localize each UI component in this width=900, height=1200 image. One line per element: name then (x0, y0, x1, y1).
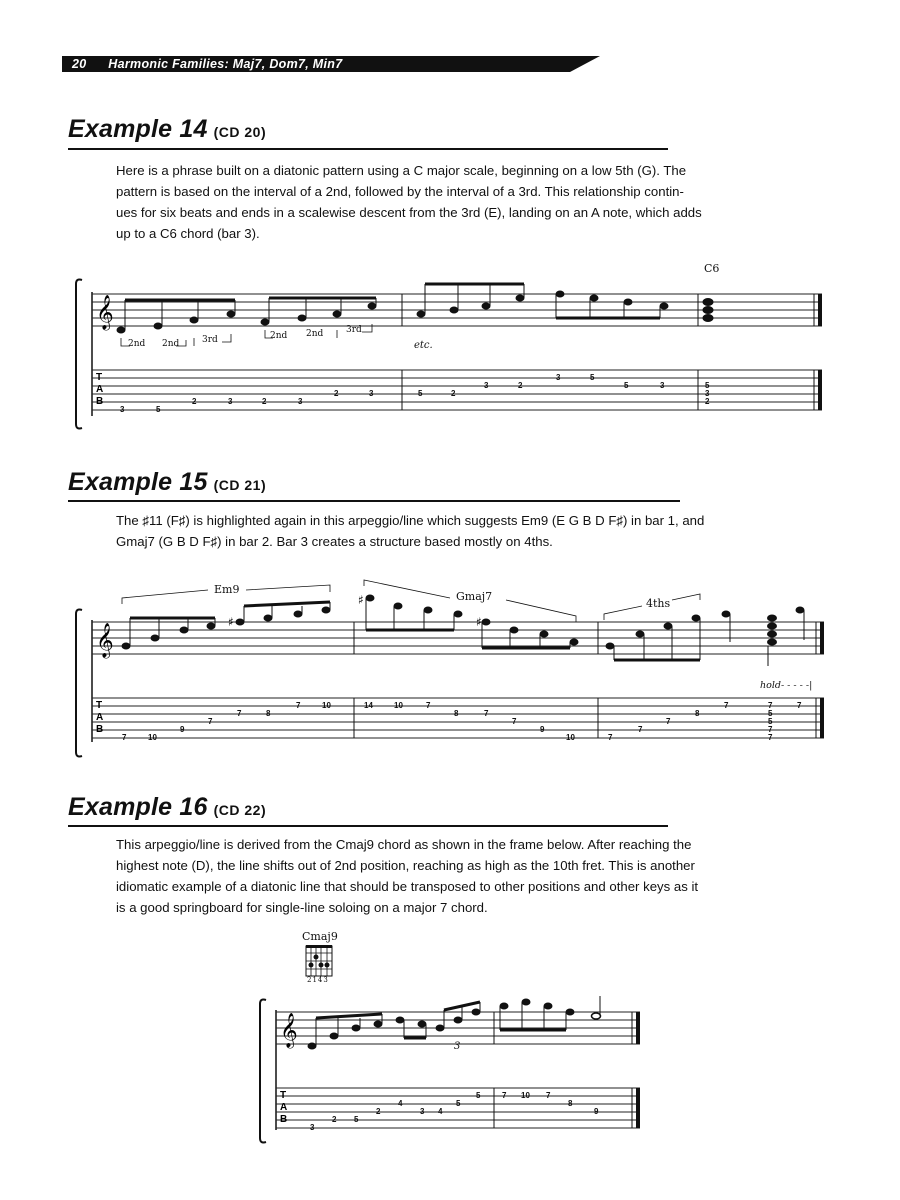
tab-number: 5 (768, 709, 773, 718)
example-16-rule (68, 825, 668, 827)
tab-number: 7 (122, 733, 127, 742)
tab-number: 9 (540, 725, 545, 734)
interval-label: 3rd (346, 325, 362, 335)
example-14-title: Example 14 (68, 115, 208, 143)
text-line: The ♯11 (F♯) is highlighted again in this arpeggio/line which suggests Em9 (E G B D F♯) in bar 1, and (116, 513, 705, 528)
interval-label: 2nd (306, 329, 324, 339)
text-line: pattern is based on the interval of a 2nd, followed by the interval of a 3rd. This relationship contin- (116, 184, 684, 199)
chord-frame-fingering: 2143 (307, 976, 329, 984)
tab-number: 5 (705, 381, 710, 390)
example-15-heading (68, 468, 266, 497)
tab-number: 7 (768, 733, 773, 742)
text-line: is a good springboard for single-line soloing on a major 7 chord. (116, 900, 488, 915)
chord-symbol-em9: Em9 (214, 583, 240, 596)
tab-number: 7 (426, 701, 431, 710)
text-line: ues for six beats and ends in a scalewise descent from the 3rd (E), landing on an A note, which adds (116, 205, 702, 220)
interval-label: 2nd (162, 339, 180, 349)
page-header (72, 56, 342, 72)
tab-number: 2 (518, 381, 523, 390)
tab-number: 3 (420, 1107, 425, 1116)
svg-text:♯: ♯ (358, 593, 364, 607)
etc-label: etc. (414, 340, 433, 351)
tab-number: 9 (594, 1107, 599, 1116)
chord-frame-name: Cmaj9 (302, 930, 338, 943)
example-14-rule (68, 148, 668, 150)
tab-number: 7 (608, 733, 613, 742)
tab-number: 2 (332, 1115, 337, 1124)
svg-text:A: A (96, 384, 104, 395)
tab-number: 5 (418, 389, 423, 398)
tab-number: 7 (546, 1091, 551, 1100)
tab-number: 8 (454, 709, 459, 718)
tab-number: 8 (568, 1099, 573, 1108)
example-14-chord-symbol: C6 (704, 262, 720, 275)
hold-label: hold- - - - -| (760, 680, 813, 691)
example-14-text (116, 160, 796, 244)
text-line: up to a C6 chord (bar 3). (116, 226, 260, 241)
svg-text:A: A (280, 1102, 288, 1113)
example-16-heading (68, 793, 266, 822)
svg-text:𝄞: 𝄞 (96, 295, 114, 330)
example-15-text (116, 510, 796, 552)
example-15-rule (68, 500, 680, 502)
svg-text:T: T (96, 372, 103, 383)
example-15-title: Example 15 (68, 468, 208, 496)
tab-number: 3 (120, 405, 125, 414)
tab-number: 14 (364, 701, 373, 710)
tab-number: 5 (768, 717, 773, 726)
chord-symbol-gmaj7: Gmaj7 (456, 590, 493, 603)
tab-number: 7 (768, 701, 773, 710)
interval-label: 2nd (270, 331, 288, 341)
svg-text:B: B (280, 1114, 288, 1125)
tab-number: 7 (724, 701, 729, 710)
tab-number: 10 (566, 733, 575, 742)
tab-number: 2 (705, 397, 710, 406)
tab-number: 7 (638, 725, 643, 734)
example-14-cd: (CD 20) (213, 124, 267, 140)
tab-number: 3 (369, 389, 374, 398)
page-number: 20 (72, 57, 87, 71)
tab-number: 9 (180, 725, 185, 734)
tab-number: 7 (502, 1091, 507, 1100)
example-15-cd: (CD 21) (213, 477, 267, 493)
tab-number: 7 (208, 717, 213, 726)
tab-number: 7 (484, 709, 489, 718)
svg-text:B: B (96, 396, 104, 407)
tab-number: 5 (624, 381, 629, 390)
tab-number: 3 (660, 381, 665, 390)
tab-number: 3 (705, 389, 710, 398)
tab-number: 10 (394, 701, 403, 710)
tab-number: 10 (148, 733, 157, 742)
tab-number: 5 (456, 1099, 461, 1108)
tab-number: 7 (296, 701, 301, 710)
tab-number: 5 (156, 405, 161, 414)
tab-number: 3 (484, 381, 489, 390)
tab-number: 7 (237, 709, 242, 718)
tab-number: 2 (376, 1107, 381, 1116)
text-line: highest note (D), the line shifts out of 2nd position, reaching as high as the 10th fret. This is another (116, 858, 695, 873)
text-line: Here is a phrase built on a diatonic pattern using a C major scale, beginning on a low 5th (G). The (116, 163, 687, 178)
tab-number: 7 (666, 717, 671, 726)
interval-label: 3rd (202, 335, 218, 345)
tab-number: 5 (354, 1115, 359, 1124)
svg-text:𝄞: 𝄞 (280, 1013, 298, 1048)
svg-text:♯: ♯ (228, 615, 234, 629)
example-16-cd: (CD 22) (213, 802, 267, 818)
svg-text:B: B (96, 724, 104, 735)
tab-number: 3 (298, 397, 303, 406)
text-line: This arpeggio/line is derived from the Cmaj9 chord as shown in the frame below. After reaching the (116, 837, 692, 852)
tab-number: 7 (768, 725, 773, 734)
tab-number: 3 (310, 1123, 315, 1132)
tab-number: 4 (398, 1099, 403, 1108)
tab-number: 7 (512, 717, 517, 726)
tab-number: 5 (476, 1091, 481, 1100)
running-title: Harmonic Families: Maj7, Dom7, Min7 (108, 57, 343, 71)
tab-number: 2 (451, 389, 456, 398)
svg-text:A: A (96, 712, 104, 723)
tab-number: 7 (797, 701, 802, 710)
tab-number: 2 (192, 397, 197, 406)
tab-number: 5 (590, 373, 595, 382)
tab-number: 3 (228, 397, 233, 406)
tab-number: 8 (266, 709, 271, 718)
tab-number: 4 (438, 1107, 443, 1116)
tab-number: 2 (334, 389, 339, 398)
svg-text:♯: ♯ (476, 615, 482, 629)
interval-label: 2nd (128, 339, 146, 349)
tab-number: 2 (262, 397, 267, 406)
text-line: idiomatic example of a diatonic line that should be transposed to other positions and other keys as it (116, 879, 699, 894)
svg-text:T: T (96, 700, 103, 711)
tab-number: 3 (556, 373, 561, 382)
tab-number: 10 (521, 1091, 530, 1100)
example-16-text (116, 834, 796, 918)
example-16-title: Example 16 (68, 793, 208, 821)
tab-number: 8 (695, 709, 700, 718)
text-line: Gmaj7 (G B D F♯) in bar 2. Bar 3 creates a structure based mostly on 4ths. (116, 534, 553, 549)
fourths-label: 4ths (646, 597, 671, 610)
triplet-marker: 3 (454, 1041, 461, 1052)
example-14-heading (68, 115, 266, 144)
svg-text:𝄞: 𝄞 (96, 623, 114, 658)
tab-number: 10 (322, 701, 331, 710)
svg-text:T: T (280, 1090, 287, 1101)
